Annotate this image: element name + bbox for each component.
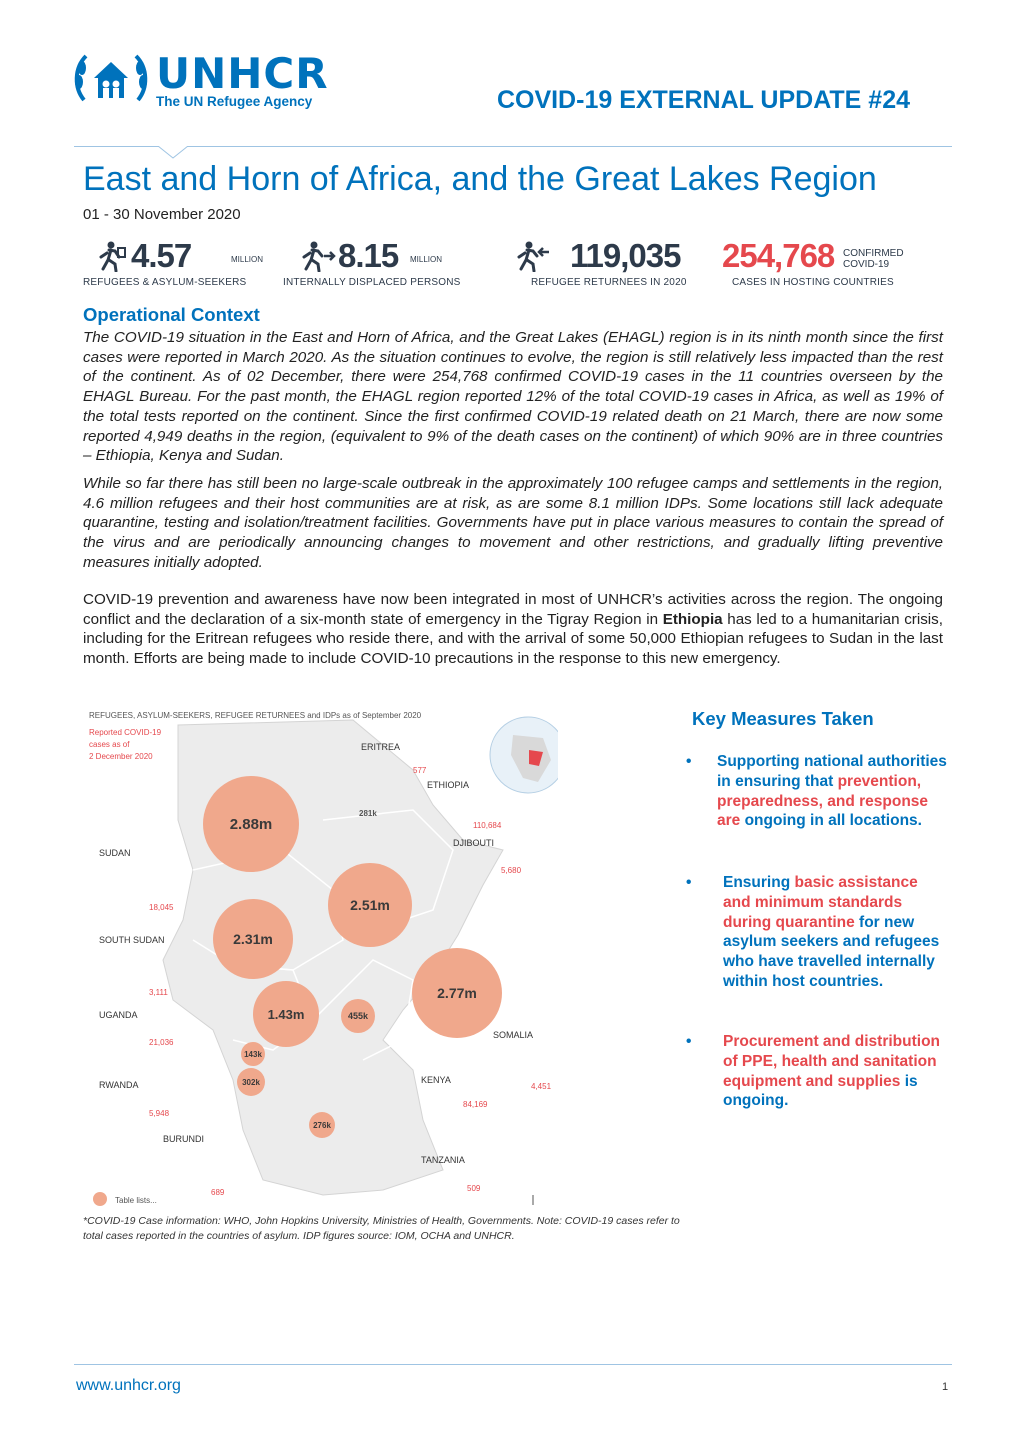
- map-bubble: 276k: [309, 1112, 335, 1138]
- key-measure-item: [686, 752, 948, 831]
- stat-refugees: [83, 236, 273, 292]
- map-bubble: 2.88m: [203, 776, 299, 872]
- stat-value: 8.15: [338, 237, 399, 274]
- map-source-note: *COVID-19 Case information: WHO, John Hopkins University, Ministries of Health, Governments. Note: COVID-19 cases refer to total cases reported in the countries of asylum. IDP figures source: IOM, OCHA and UNHCR.: [83, 1215, 680, 1242]
- paragraph-text: has led to a humanitarian crisis, including for the Eritrean refugees who reside there, and with the arrival of some 50,000 Ethiopian refugees to Sudan in the last month. Efforts are being made to include COVID-10 precautions in the response to this new emergency.: [83, 610, 943, 668]
- country-label-ethiopia: ETHIOPIA: [427, 780, 470, 790]
- covid-count-burundi: 689: [211, 1188, 225, 1197]
- stat-caption: CASES IN HOSTING COUNTRIES: [732, 277, 894, 288]
- map-bubble: 455k: [341, 999, 375, 1033]
- idp-icon: [300, 240, 336, 272]
- stat-unit-line1: CONFIRMED: [843, 248, 904, 259]
- logo-tagline: The UN Refugee Agency: [156, 94, 313, 109]
- stat-value: 119,035: [570, 237, 681, 274]
- stat-caption: INTERNALLY DISPLACED PERSONS: [283, 277, 461, 288]
- page-number: 1: [942, 1381, 949, 1393]
- emphasis-ethiopia: Ethiopia: [662, 610, 723, 628]
- stat-value: 4.57: [131, 237, 192, 274]
- measure-text: ongoing in all locations.: [740, 812, 922, 830]
- key-measures-title: Key Measures Taken: [692, 708, 874, 729]
- measure-highlight: prevention, preparedness, and response are: [717, 772, 929, 830]
- map-bubble: 1.43m: [253, 981, 319, 1047]
- context-paragraph-3: [83, 590, 943, 669]
- stat-caption: REFUGEES & ASYLUM-SEEKERS: [83, 277, 247, 288]
- update-title: COVID-19 EXTERNAL UPDATE #24: [496, 86, 910, 114]
- covid-count-kenya: 84,169: [463, 1100, 488, 1109]
- map-bubble: 143k: [241, 1042, 265, 1066]
- map-bubble: 2.51m: [328, 863, 412, 947]
- region-map: [83, 700, 558, 1210]
- covid-count-sudan: 18,045: [149, 903, 174, 912]
- country-label-eritrea: ERITREA: [361, 742, 401, 752]
- key-measure-item: [686, 873, 948, 992]
- country-label-kenya: KENYA: [421, 1075, 451, 1085]
- bullet-icon: •: [686, 1033, 692, 1050]
- country-label-burundi: BURUNDI: [163, 1134, 205, 1144]
- country-label-djibouti: DJIBOUTI: [453, 838, 495, 848]
- country-label-south-sudan: SOUTH SUDAN: [99, 935, 165, 945]
- laurel-emblem-icon: [72, 48, 150, 110]
- map-bubble: 2.77m: [412, 948, 502, 1038]
- stat-idps: [283, 236, 500, 292]
- key-measure-item: [686, 1032, 948, 1111]
- stat-unit: MILLION: [410, 255, 443, 264]
- stat-value: 254,768: [722, 237, 835, 274]
- country-label-sudan: SUDAN: [99, 848, 131, 858]
- paragraph-text: COVID-19 prevention and awareness have now been integrated in most of UNHCR’s activities across the region. The ongoing conflict and the declaration of a six-month state of emergency in the Tigray Region in: [83, 591, 943, 628]
- stat-unit-line2: COVID-19: [843, 259, 890, 270]
- covid-count-uganda: 21,036: [149, 1038, 174, 1047]
- map-bubble: 302k: [237, 1068, 265, 1096]
- measure-text: Ensuring: [723, 874, 795, 891]
- stat-covid-cases: [722, 236, 922, 292]
- country-label-tanzania: TANZANIA: [421, 1155, 465, 1165]
- stat-caption: REFUGEE RETURNEES IN 2020: [531, 277, 687, 288]
- covid-count-eritrea: 577: [413, 766, 427, 775]
- returnee-icon: [515, 240, 551, 272]
- map-footnote: Table lists...: [115, 1196, 157, 1205]
- measure-text: Supporting national authorities in ensuring that: [717, 753, 947, 790]
- context-paragraph-2: While so far there has still been no large-scale outbreak in the approximately 100 refugee camps and settlements in the region, 4.6 million refugees and their host communities are at risk, as are some 8.1 million IDPs. Some locations still lack adequate quarantine, testing and isolation/treatment facilities. Governments have put in place various measures to contain the spread of the virus and are periodically announcing changes to movement and other restrictions, and gradually lifting preventive measures initially adopted.: [83, 475, 943, 571]
- logo-wordmark: UNHCR: [156, 49, 329, 98]
- header-divider: [74, 146, 952, 147]
- map-legend-line: 2 December 2020: [89, 752, 153, 761]
- country-label-uganda: UGANDA: [99, 1010, 138, 1020]
- covid-count-ethiopia: 110,684: [473, 821, 502, 830]
- covid-count-tanzania: 509: [467, 1184, 481, 1193]
- map-header: REFUGEES, ASYLUM-SEEKERS, REFUGEE RETURNEES and IDPs as of September 2020: [89, 711, 422, 720]
- map-bubble: 2.31m: [213, 899, 293, 979]
- section-heading: Operational Context: [83, 304, 260, 325]
- date-range: 01 - 30 November 2020: [83, 206, 241, 223]
- measure-text: is ongoing.: [723, 1072, 918, 1110]
- bullet-icon: •: [686, 753, 692, 770]
- country-label-somalia: SOMALIA: [493, 1030, 534, 1040]
- website-link[interactable]: www.unhcr.org: [76, 1377, 181, 1394]
- covid-count-rwanda: 5,948: [149, 1109, 170, 1118]
- refugee-icon: [93, 240, 129, 272]
- measure-highlight: basic assistance and minimum standards during quarantine: [723, 874, 918, 931]
- unhcr-logo: [72, 48, 342, 112]
- map-legend-line: cases as of: [89, 740, 130, 749]
- page-title: East and Horn of Africa, and the Great Lakes Region: [83, 160, 877, 198]
- context-paragraph-1: The COVID-19 situation in the East and Horn of Africa, and the Great Lakes (EHAGL) region is in its ninth month since the first cases were reported in March 2020. As the situation continues to evolve, the region is still relatively less impacted than the rest of the continent. As of 02 December, there were 254,768 confirmed COVID-19 cases in the 11 countries overseen by the EHAGL Bureau. For the past month, the EHAGL region reported 12% of the total COVID-19 cases in Africa, as well as 19% of the total tests reported on the continent. Since the first confirmed COVID-19 related death on 21 March, there are now some reported 4,949 deaths in the region, (equivalent to 9% of the death cases on the continent) of which 90% are in three countries – Ethiopia, Kenya and Sudan.: [83, 329, 943, 465]
- map-bubble-label: 281k: [359, 809, 377, 818]
- footer-divider: [74, 1364, 952, 1365]
- stat-unit: MILLION: [231, 255, 264, 264]
- measure-highlight: Procurement and distribution of PPE, health and sanitation equipment and supplies: [723, 1033, 941, 1090]
- bullet-icon: •: [686, 874, 692, 891]
- map-legend-bubble: [93, 1192, 107, 1206]
- covid-count-djibouti: 5,680: [501, 866, 522, 875]
- divider-notch-icon: [158, 146, 188, 160]
- measure-text: for new asylum seekers and refugees who have travelled internally within host countries.: [723, 913, 940, 990]
- map-legend-line: Reported COVID-19: [89, 728, 162, 737]
- country-label-rwanda: RWANDA: [99, 1080, 139, 1090]
- covid-count-south-sudan: 3,111: [149, 988, 168, 997]
- covid-count-somalia: 4,451: [531, 1082, 552, 1091]
- stat-returnees: [515, 236, 715, 292]
